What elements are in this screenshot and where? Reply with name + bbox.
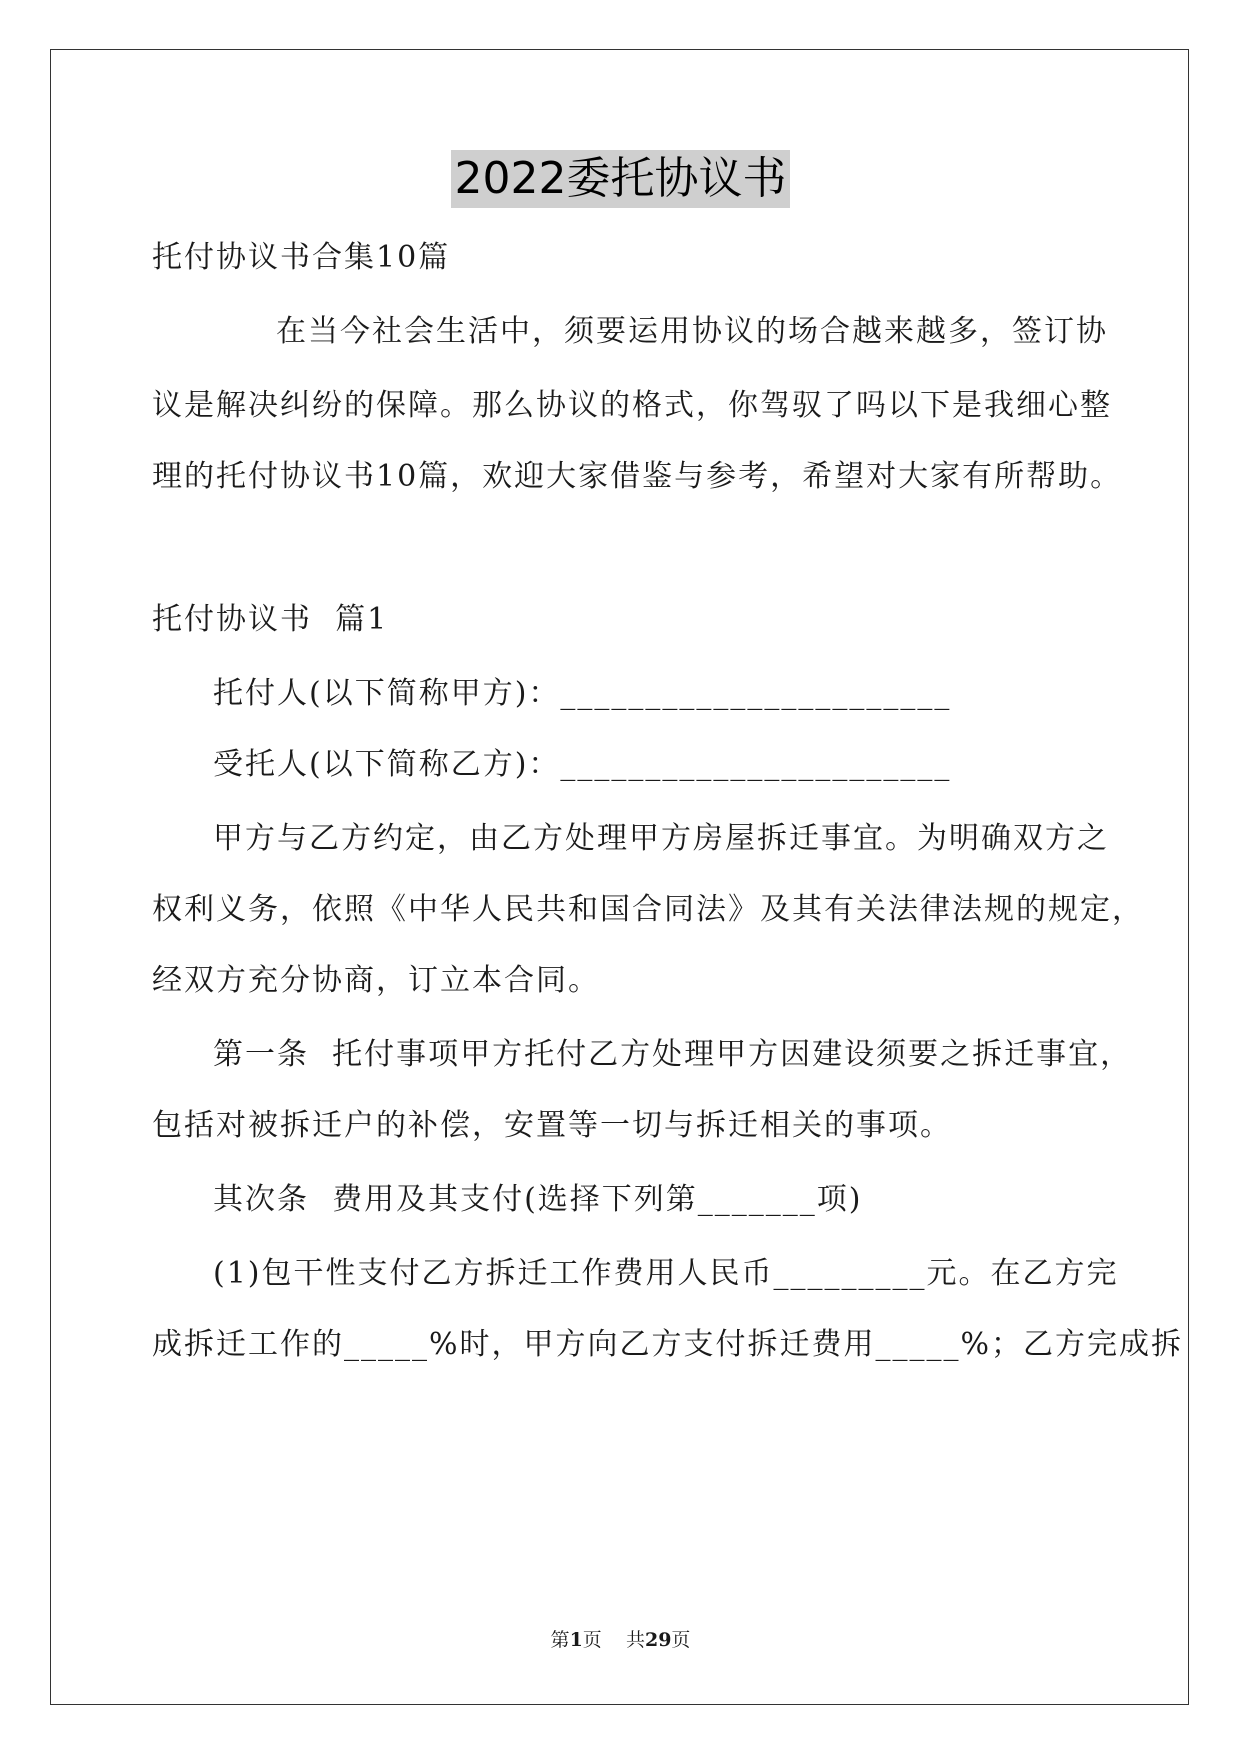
item-1-line-2: 成拆迁工作的_____%时，甲方向乙方支付拆迁费用_____%；乙方完成拆 bbox=[152, 1327, 1184, 1362]
paragraph-1-line-3: 经双方充分协商，订立本合同。 bbox=[152, 963, 600, 998]
intro-line-3: 理的托付协议书10篇，欢迎大家借鉴与参考，希望对大家有所帮助。 bbox=[152, 459, 1123, 494]
page-footer bbox=[0, 1627, 1241, 1653]
paragraph-1-line-1: 甲方与乙方约定，由乙方处理甲方房屋拆迁事宜。为明确双方之 bbox=[213, 821, 1109, 856]
article-1-line-2: 包括对被拆迁户的补偿，安置等一切与拆迁相关的事项。 bbox=[152, 1108, 952, 1143]
title-container bbox=[0, 150, 1241, 208]
paragraph-1-line-2: 权利义务，依照《中华人民共和国合同法》及其有关法律法规的规定， bbox=[152, 892, 1144, 927]
document-subtitle: 托付协议书合集10篇 bbox=[152, 240, 451, 275]
intro-line-2: 议是解决纠纷的保障。那么协议的格式，你驾驭了吗以下是我细心整 bbox=[152, 388, 1112, 423]
intro-line-1: 在当今社会生活中，须要运用协议的场合越来越多，签订协 bbox=[276, 314, 1108, 349]
footer-suffix: 页 bbox=[671, 1629, 691, 1651]
section-heading: 托付协议书 篇1 bbox=[152, 602, 389, 637]
document-title: 2022委托协议书 bbox=[451, 150, 791, 208]
article-1-line-1: 第一条 托付事项甲方托付乙方处理甲方因建设须要之拆迁事宜， bbox=[213, 1037, 1133, 1072]
article-2-line: 其次条 费用及其支付(选择下列第_______项) bbox=[213, 1182, 863, 1217]
party-b-line: 受托人(以下简称乙方)：_______________________ bbox=[213, 747, 952, 782]
item-1-line-1: (1)包干性支付乙方拆迁工作费用人民币_________元。在乙方完 bbox=[213, 1256, 1119, 1291]
party-a-line: 托付人(以下简称甲方)：_______________________ bbox=[213, 676, 952, 711]
footer-current-page: 1 bbox=[569, 1629, 583, 1651]
footer-mid: 页 共 bbox=[582, 1629, 645, 1651]
footer-prefix: 第 bbox=[550, 1629, 570, 1651]
page-border bbox=[50, 49, 1189, 1705]
footer-total-pages: 29 bbox=[644, 1629, 672, 1651]
